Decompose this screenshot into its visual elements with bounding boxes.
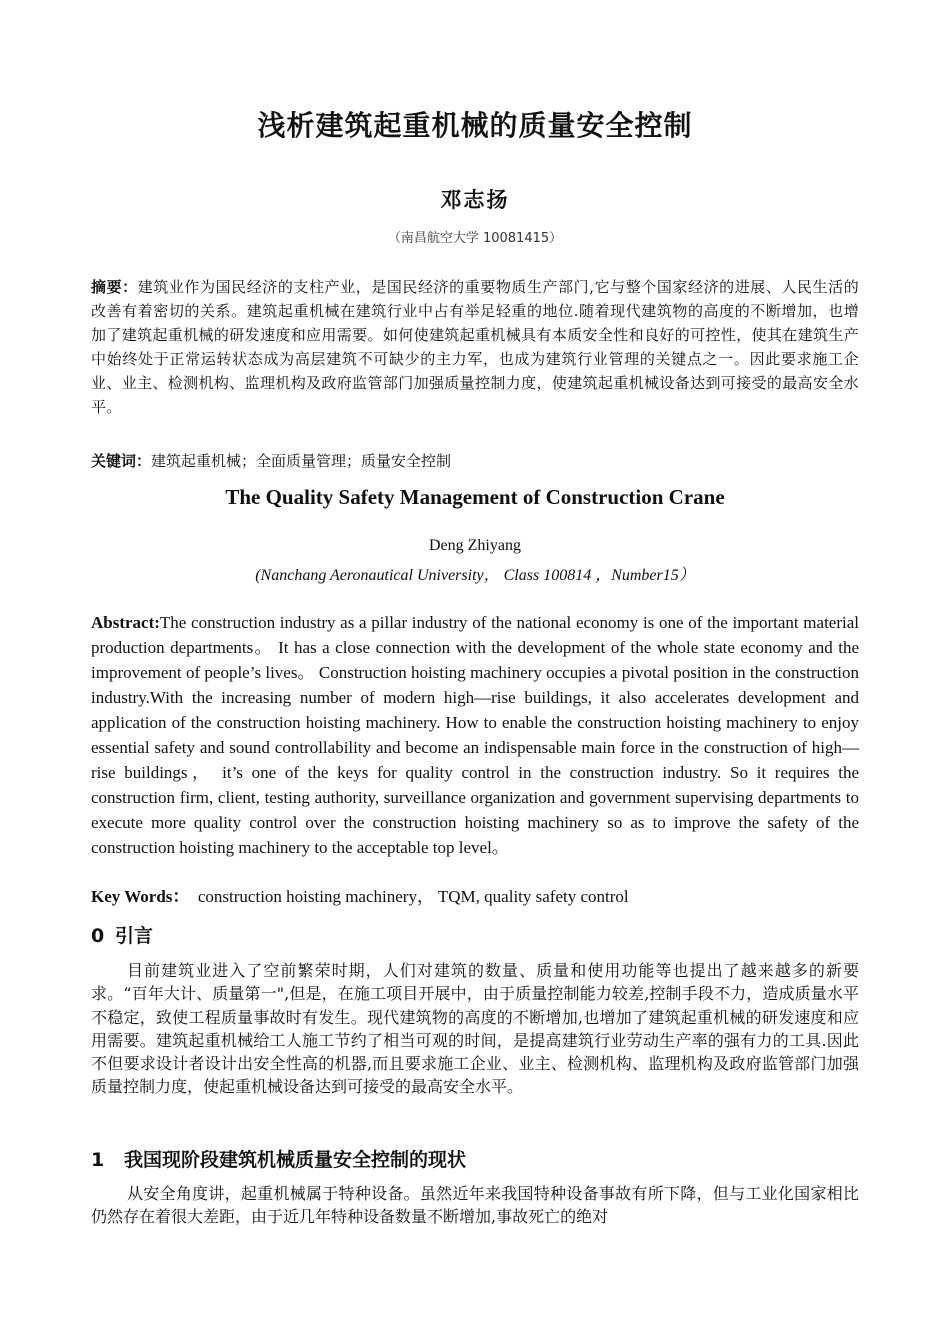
section-heading-introduction <box>91 921 859 948</box>
abstract-en <box>91 610 859 860</box>
abstract-en-label: Abstract: <box>91 613 160 632</box>
paragraph-status: 从安全角度讲，起重机械属于特种设备。虽然近年来我国特种设备事故有所下降，但与工业化国家相比仍然存在着很大差距，由于近几年特种设备数量不断增加,事故死亡的绝对 <box>91 1184 859 1227</box>
paper-title-en: The Quality Safety Management of Construction Crane <box>225 485 725 509</box>
section-title: 我国现阶段建筑机械质量安全控制的现状 <box>124 1149 467 1171</box>
section-number: 1 <box>91 1149 105 1171</box>
keywords-en-text: construction hoisting machinery， TQM, quality safety control <box>197 887 629 906</box>
section-title: 引言 <box>115 925 154 947</box>
affiliation-cn: （南昌航空大学 10081415） <box>387 231 563 246</box>
author-name-cn: 邓志扬 <box>440 187 510 212</box>
abstract-en-text: The construction industry as a pillar industry of the national economy is one of the important material production departments。 It has a close connection with the development of the whole state economy and the improvement of people’s lives。 Construction hoisting machinery occupies a pivotal position in the construction industry.With the increasing number of modern high—rise buildings, it also accelerates development and application of the construction hoisting machinery. How to enable the construction hoisting machinery to enjoy essential safety and sound controllability and become an indispensable main force in the construction of high—rise buildings， it’s one of the keys for quality control in the construction industry. So it requires the construction firm, client, testing authority, surveillance organization and government supervising departments to execute more quality control over the construction hoisting machinery so as to improve the safety of the construction hoisting machinery to the acceptable top level。 <box>91 613 859 857</box>
keywords-cn-text: 建筑起重机械；全面质量管理；质量安全控制 <box>151 452 452 470</box>
keywords-en <box>91 884 859 909</box>
abstract-cn-label: 摘要： <box>91 278 138 296</box>
section-heading-status <box>91 1145 859 1172</box>
keywords-cn <box>91 449 859 473</box>
paragraph-introduction: 目前建筑业进入了空前繁荣时期，人们对建筑的数量、质量和使用功能等也提出了越来越多的新要求。“百年大计、质量第一",但是，在施工项目开展中，由于质量控制能力较差,控制手段不力，造成质量水平不稳定，致使工程质量事故时有发生。现代建筑物的高度的不断增加,也增加了建筑起重机械的研发速度和应用需要。建筑起重机械给工人施工节约了相当可观的时间，是提高建筑行业劳动生产率的强有力的工具.因此不但要求设计者设计出安全性高的机器,而且要求施工企业、业主、检测机构、监理机构及政府监管部门加强质量控制力度，使起重机械设备达到可接受的最高安全水平。 <box>91 961 859 1097</box>
abstract-cn-text: 建筑业作为国民经济的支柱产业，是国民经济的重要物质生产部门,它与整个国家经济的进展、人民生活的改善有着密切的关系。建筑起重机械在建筑行业中占有举足轻重的地位.随着现代建筑物的高度的不断增加，也增加了建筑起重机械的研发速度和应用需要。如何使建筑起重机械具有本质安全性和良好的可控性，使其在建筑生产中始终处于正常运转状态成为高层建筑不可缺少的主力军，也成为建筑行业管理的关键点之一。因此要求施工企业、业主、检测机构、监理机构及政府监管部门加强质量控制力度，使建筑起重机械设备达到可接受的最高安全水平。 <box>91 278 860 416</box>
paper-title-cn: 浅析建筑起重机械的质量安全控制 <box>257 109 693 142</box>
author-name-en: Deng Zhiyang <box>429 537 521 554</box>
affiliation-en: (Nanchang Aeronautical University， Class 100814 ，Number15） <box>255 567 695 584</box>
keywords-cn-label: 关键词： <box>91 452 152 470</box>
abstract-cn <box>91 275 859 419</box>
section-number: 0 <box>91 925 105 947</box>
keywords-en-label: Key Words： <box>91 887 190 906</box>
